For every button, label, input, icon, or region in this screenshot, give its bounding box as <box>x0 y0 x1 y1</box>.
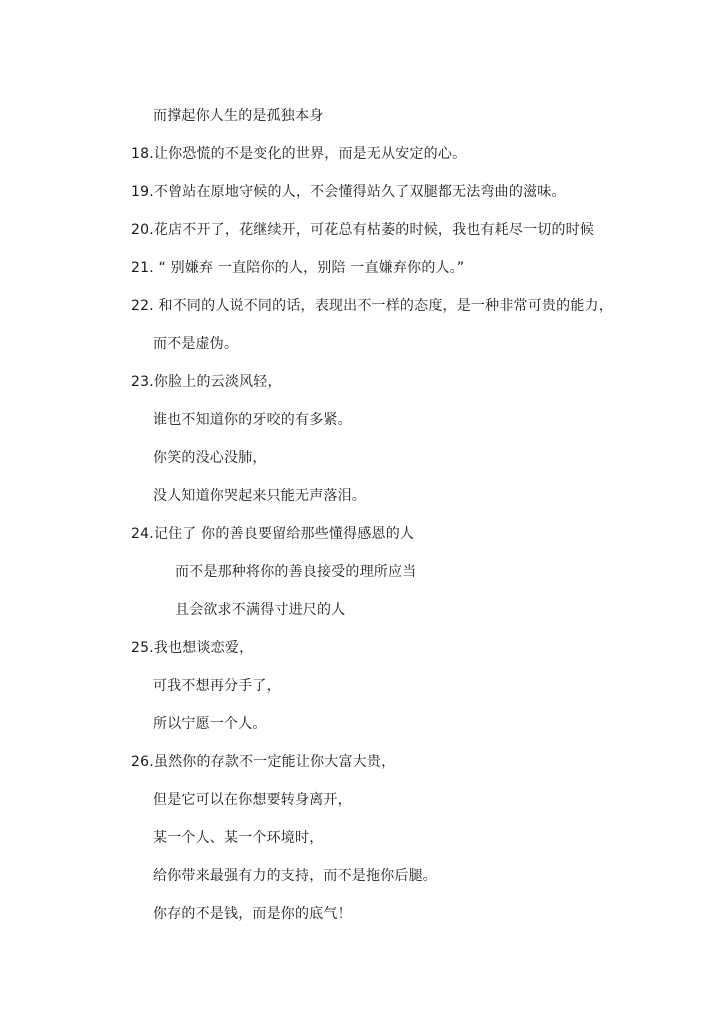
text-line: 你笑的没心没肺， <box>153 450 267 466</box>
text-line: 26.虽然你的存款不一定能让你大富大贵， <box>131 754 396 770</box>
text-line: 你存的不是钱，而是你的底气！ <box>153 906 352 922</box>
text-line: 所以宁愿一个人。 <box>153 716 267 732</box>
text-line: 某一个人、某一个环境时， <box>153 830 324 846</box>
text-line: 20.花店不开了，花继续开，可花总有枯萎的时候，我也有耗尽一切的时候 <box>131 222 595 238</box>
text-line: 谁也不知道你的牙咬的有多紧。 <box>153 412 352 428</box>
text-line: 给你带来最强有力的支持，而不是拖你后腿。 <box>153 868 437 884</box>
text-line: 没人知道你哭起来只能无声落泪。 <box>153 488 366 504</box>
text-line: 19.不曾站在原地守候的人，不会懂得站久了双腿都无法弯曲的滋味。 <box>131 184 566 200</box>
text-line: 22. 和不同的人说不同的话，表现出不一样的态度，是一种非常可贵的能力， <box>131 298 613 314</box>
text-line: 可我不想再分手了， <box>153 678 281 694</box>
text-line: 24.记住了 你的善良要留给那些懂得感恩的人 <box>131 526 415 542</box>
text-line: 25.我也想谈恋爱， <box>131 640 254 656</box>
text-line: 18.让你恐慌的不是变化的世界，而是无从安定的心。 <box>131 146 467 162</box>
text-line: 而撑起你人生的是孤独本身 <box>153 108 324 124</box>
text-line: 23.你脸上的云淡风轻， <box>131 374 282 390</box>
text-line: 而不是那种将你的善良接受的理所应当 <box>175 564 417 580</box>
text-line: 但是它可以在你想要转身离开， <box>153 792 352 808</box>
text-line: 且会欲求不满得寸进尺的人 <box>175 602 346 618</box>
text-line: 而不是虚伪。 <box>153 336 239 352</box>
text-line: 21. “ 别嫌弃 一直陪你的人，别陪 一直嫌弃你的人。” <box>131 260 465 276</box>
